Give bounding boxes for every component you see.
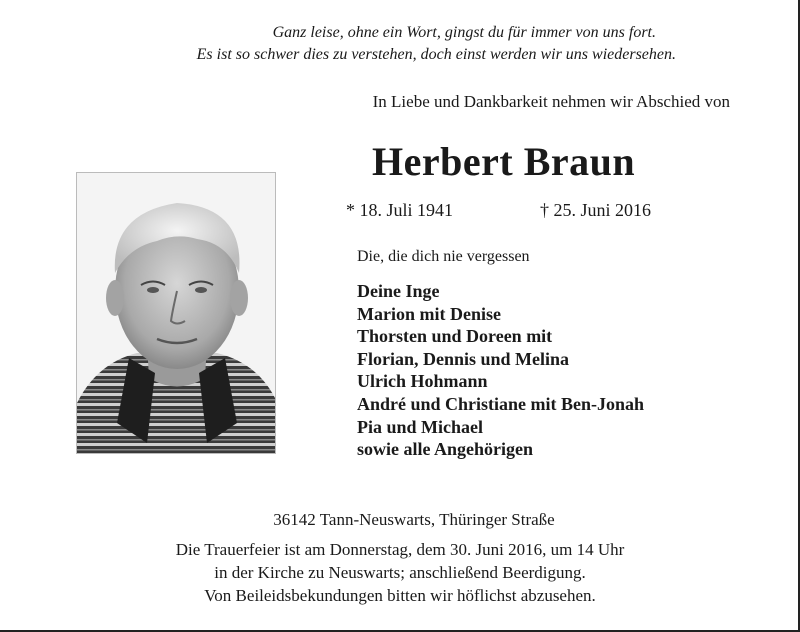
- mourner-item: Marion mit Denise: [357, 303, 501, 324]
- portrait-photo: [76, 172, 276, 454]
- quote-line-2: Es ist so schwer dies zu verstehen, doch einst werden wir uns wiedersehen.: [196, 46, 676, 63]
- mourners-heading: Die, die dich nie vergessen: [357, 248, 530, 265]
- mourner-item: sowie alle Angehörigen: [357, 439, 533, 460]
- mourner-item: André und Christiane mit Ben-Jonah: [357, 393, 645, 414]
- death-date: † 25. Juni 2016: [540, 200, 652, 220]
- address-line: 36142 Tann-Neuswarts, Thüringer Straße: [273, 510, 555, 529]
- portrait-image: [77, 173, 275, 453]
- intro-text: In Liebe und Dankbarkeit nehmen wir Abschied von: [372, 92, 730, 111]
- service-line-2: in der Kirche zu Neuswarts; anschließend Beerdigung.: [214, 563, 586, 582]
- mourner-item: Thorsten und Doreen mit: [357, 326, 553, 347]
- birth-date: * 18. Juli 1941: [346, 200, 454, 220]
- deceased-name: Herbert Braun: [372, 139, 636, 184]
- service-line-3: Von Beileidsbekundungen bitten wir höflichst abzusehen.: [204, 586, 596, 605]
- mourner-item: Ulrich Hohmann: [357, 371, 488, 392]
- service-line-1: Die Trauerfeier ist am Donnerstag, dem 30. Juni 2016, um 14 Uhr: [175, 540, 625, 559]
- mourners-list: [357, 280, 644, 461]
- mourner-item: Pia und Michael: [357, 416, 484, 437]
- mourner-item: Florian, Dennis und Melina: [357, 348, 570, 369]
- mourner-item: Deine Inge: [357, 281, 440, 301]
- quote-line-1: Ganz leise, ohne ein Wort, gingst du für immer von uns fort.: [272, 24, 656, 41]
